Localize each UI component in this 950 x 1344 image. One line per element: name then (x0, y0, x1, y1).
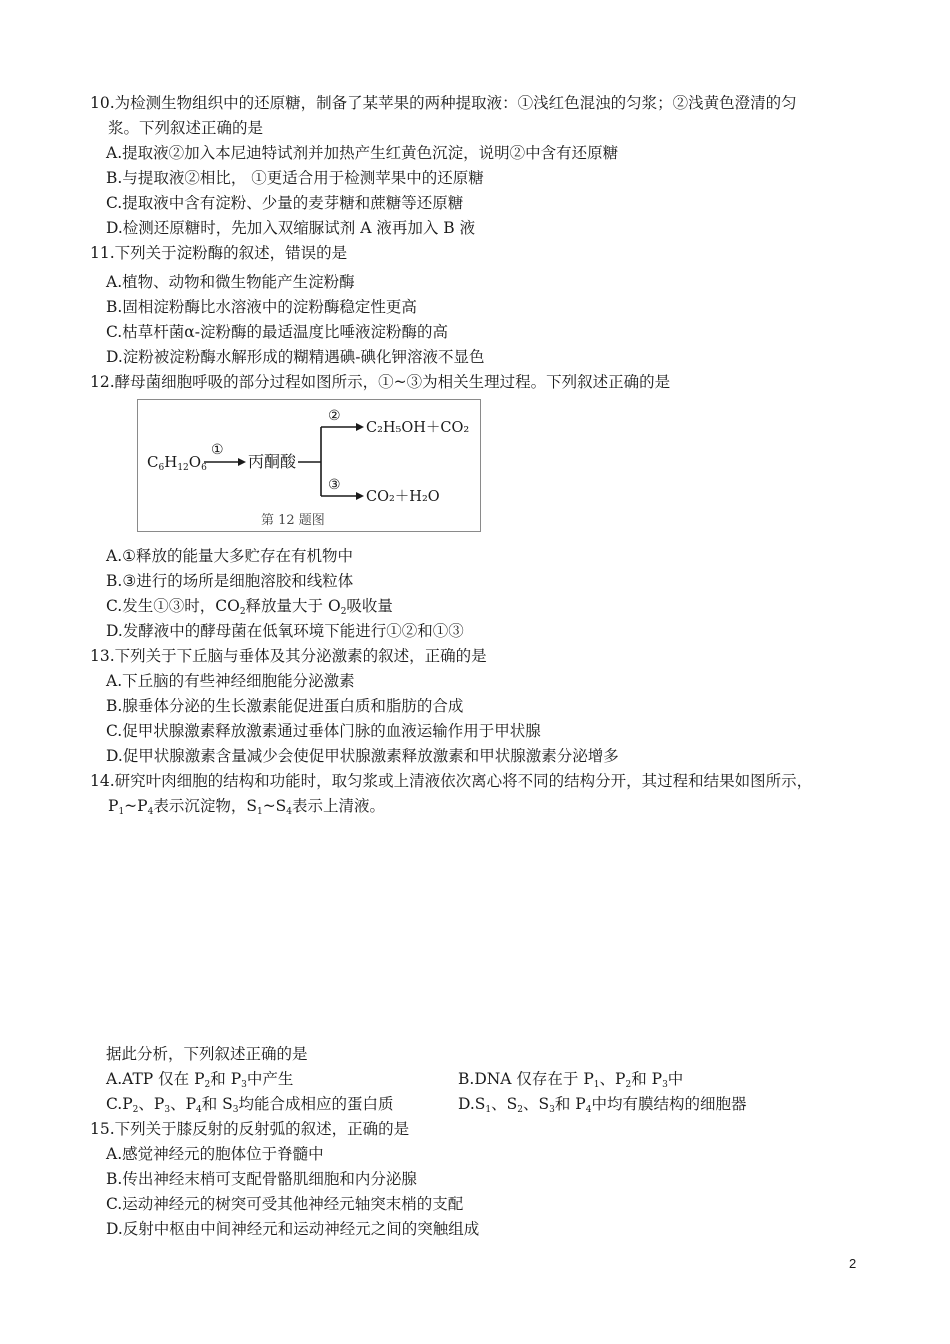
q12-stem: 12.酵母菌细胞呼吸的部分过程如图所示，①~③为相关生理过程。下列叙述正确的是 (90, 373, 671, 391)
fermentation-products: C₂H₅OH＋CO₂ (366, 420, 470, 436)
step2-label: ② (328, 408, 341, 424)
q10-option-d: D.检测还原糖时，先加入双缩脲试剂 A 液再加入 B 液 (106, 219, 476, 237)
q15-stem: 15.下列关于膝反射的反射弧的叙述，正确的是 (90, 1120, 410, 1138)
step3-label: ③ (328, 477, 341, 493)
diagram-caption: 第 12 题图 (261, 513, 325, 528)
respiration-diagram-svg (138, 400, 482, 533)
q11-option-a: A.植物、动物和微生物能产生淀粉酶 (106, 273, 355, 291)
substrate-formula: $C_6H_{12}O_6$ (147, 453, 207, 473)
q12-option-a: A.①释放的能量大多贮存在有机物中 (106, 547, 354, 565)
respiration-diagram (137, 399, 481, 532)
step1-label: ① (211, 442, 224, 458)
q13-stem: 13.下列关于下丘脑与垂体及其分泌激素的叙述，正确的是 (90, 647, 487, 665)
q15-option-c: C.运动神经元的树突可受其他神经元轴突末梢的支配 (106, 1195, 464, 1213)
q12-option-c: C.发生①③时，$CO_2$释放量大于 $O_2$吸收量 (106, 597, 393, 617)
q14-option-b: B.DNA 仅存在于 $P_1$、$P_2$和 $P_3$中 (458, 1070, 684, 1090)
step2-arrow-head (356, 423, 364, 431)
q14-stem-line2: $P_1\sim P_4$表示沉淀物，$S_1\sim S_4$表示上清液。 (108, 797, 386, 817)
page-number: 2 (849, 1256, 857, 1271)
step3-arrow-head (356, 492, 364, 500)
q14-option-d: $D.S_1$、$S_2$、$S_3$和 $P_4$中均有膜结构的细胞器 (458, 1095, 747, 1115)
q10-option-c: C.提取液中含有淀粉、少量的麦芽糖和蔗糖等还原糖 (106, 194, 464, 212)
q14-lead: 据此分析，下列叙述正确的是 (106, 1045, 308, 1063)
q11-option-b: B.固相淀粉酶比水溶液中的淀粉酶稳定性更高 (106, 298, 417, 316)
q15-option-a: A.感觉神经元的胞体位于脊髓中 (106, 1145, 324, 1163)
q13-option-b: B.腺垂体分泌的生长激素能促进蛋白质和脂肪的合成 (106, 697, 464, 715)
q11-option-d: D.淀粉被淀粉酶水解形成的糊精遇碘-碘化钾溶液不显色 (106, 348, 485, 366)
q12-option-b: B.③进行的场所是细胞溶胶和线粒体 (106, 572, 354, 590)
q13-option-c: C.促甲状腺激素释放激素通过垂体门脉的血液运输作用于甲状腺 (106, 722, 541, 740)
q10-stem-line2: 浆。下列叙述正确的是 (108, 119, 264, 137)
q14-stem-line1: 14.研究叶肉细胞的结构和功能时，取匀浆或上清液依次离心将不同的结构分开，其过程和结果如图所示， (90, 772, 813, 790)
q10-option-a: A.提取液②加入本尼迪特试剂并加热产生红黄色沉淀，说明②中含有还原糖 (106, 144, 619, 162)
q13-option-d: D.促甲状腺激素含量减少会使促甲状腺激素释放激素和甲状腺激素分泌增多 (106, 747, 619, 765)
q15-option-d: D.反射中枢由中间神经元和运动神经元之间的突触组成 (106, 1220, 480, 1238)
q14-option-a: A.ATP 仅在 $P_2$和 $P_3$中产生 (106, 1070, 294, 1090)
q13-option-a: A.下丘脑的有些神经细胞能分泌激素 (106, 672, 355, 690)
q10-stem-line1: 10.为检测生物组织中的还原糖，制备了某苹果的两种提取液：①浅红色混浊的匀浆；②浅黄色澄清的匀 (90, 94, 797, 112)
q11-option-c: C.枯草杆菌α-淀粉酶的最适温度比唾液淀粉酶的高 (106, 323, 448, 341)
q11-stem: 11.下列关于淀粉酶的叙述，错误的是 (90, 244, 348, 262)
q14-option-c: $C.P_2$、$P_3$、$P_4$和 $S_3$均能合成相应的蛋白质 (106, 1095, 394, 1115)
pyruvate-label: 丙酮酸 (248, 452, 297, 471)
q10-option-b: B.与提取液②相比， ①更适合用于检测苹果中的还原糖 (106, 169, 484, 187)
q15-option-b: B.传出神经末梢可支配骨骼肌细胞和内分泌腺 (106, 1170, 417, 1188)
q12-option-d: D.发酵液中的酵母菌在低氧环境下能进行①②和①③ (106, 622, 464, 640)
step1-arrow-head (238, 458, 246, 466)
aerobic-products: CO₂＋H₂O (366, 489, 440, 505)
